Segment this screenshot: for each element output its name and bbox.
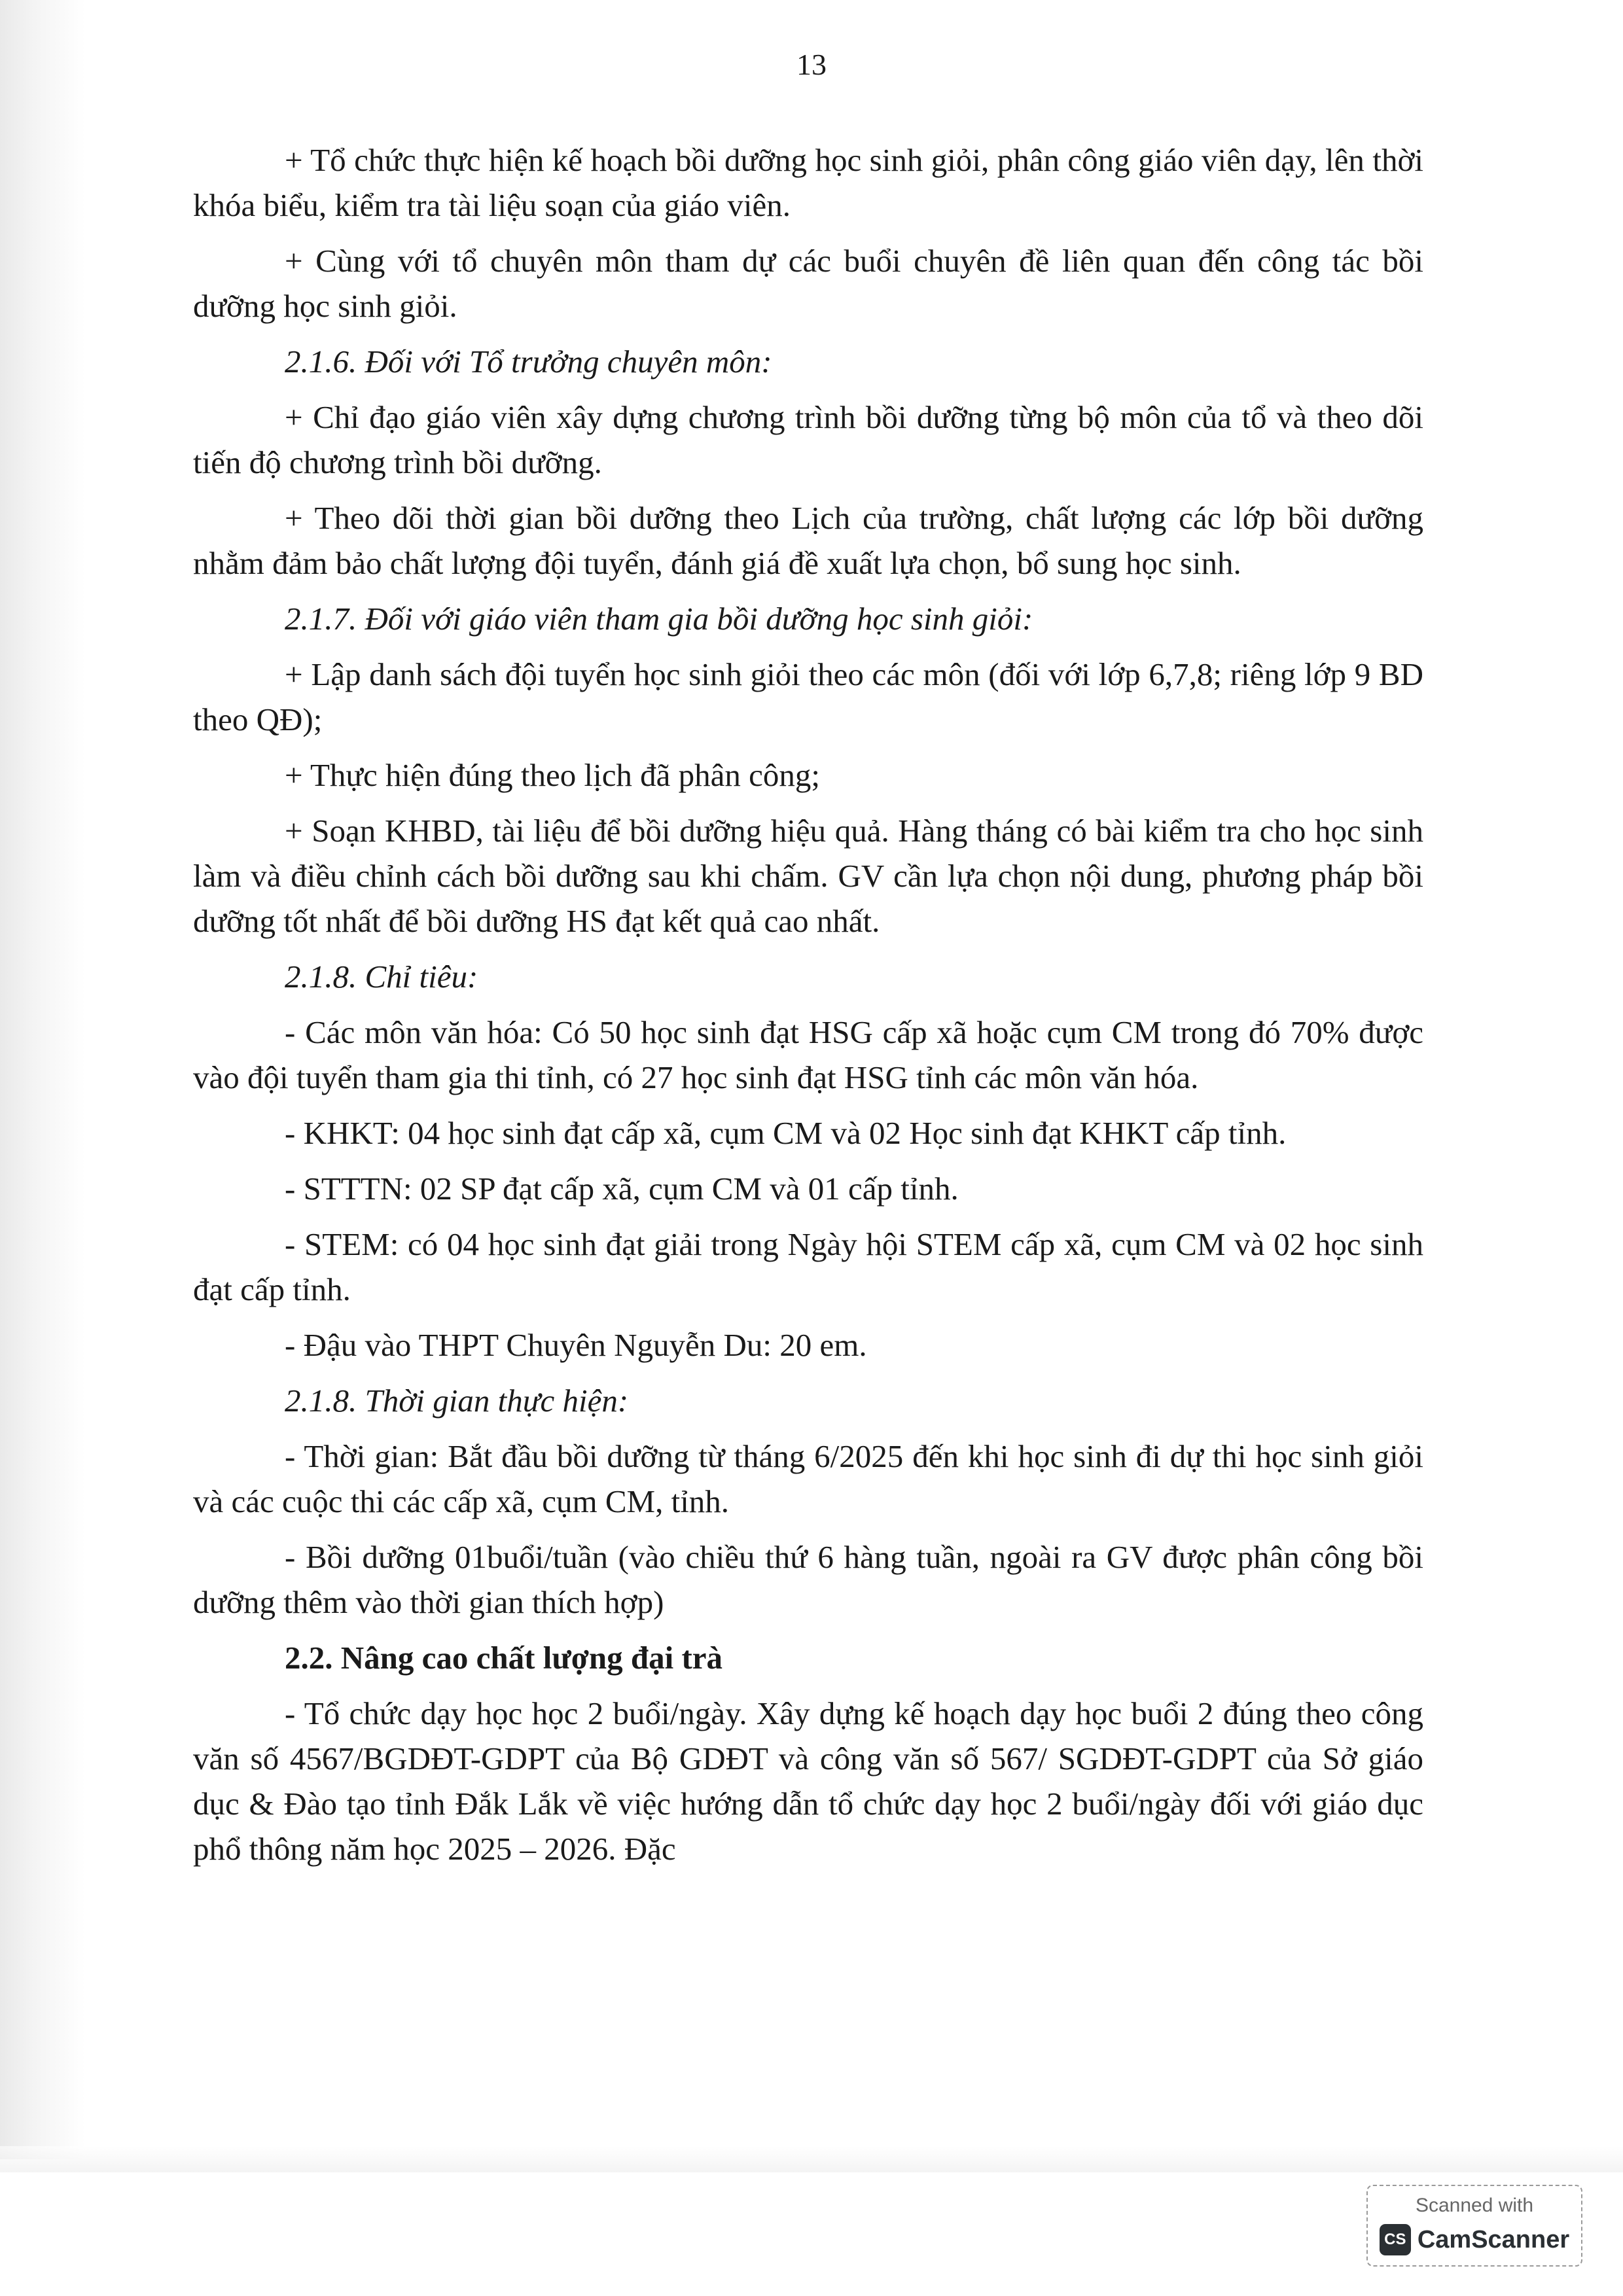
document-body: [193, 137, 1423, 1882]
scan-shadow-left: [0, 0, 85, 2159]
paragraph: - KHKT: 04 học sinh đạt cấp xã, cụm CM và 02 Học sinh đạt KHKT cấp tỉnh.: [285, 1115, 1287, 1151]
paragraph: - Các môn văn hóa: Có 50 học sinh đạt HSG cấp xã hoặc cụm CM trong đó 70% được vào đội tuyển tham gia thi tỉnh, có 27 học sinh đạt HSG tỉnh các môn văn hóa.: [193, 1014, 1423, 1095]
watermark-brand: CamScanner: [1417, 2225, 1570, 2253]
paragraph: - STTTN: 02 SP đạt cấp xã, cụm CM và 01 cấp tỉnh.: [285, 1171, 959, 1207]
camscanner-watermark: [1366, 2185, 1582, 2267]
paragraph: - Tổ chức dạy học học 2 buổi/ngày. Xây dựng kế hoạch dạy học buổi 2 đúng theo công văn số 4567/BGDĐT-GDPT của Bộ GDĐT và công văn số 567/ SGDĐT-GDPT của Sở giáo dục & Đào tạo tỉnh Đắk Lắk về việc hướng dẫn tổ chức dạy học 2 buổi/ngày đối với giáo dục phổ thông năm học 2025 – 2026. Đặc: [193, 1695, 1423, 1867]
paragraph: - Bồi dưỡng 01buổi/tuần (vào chiều thứ 6 hàng tuần, ngoài ra GV được phân công bồi dưỡng thêm vào thời gian thích hợp): [193, 1539, 1423, 1620]
section-heading: 2.1.7. Đối với giáo viên tham gia bồi dưỡng học sinh giỏi:: [285, 601, 1033, 637]
paragraph: + Theo dõi thời gian bồi dưỡng theo Lịch của trường, chất lượng các lớp bồi dưỡng nhằm đảm bảo chất lượng đội tuyển, đánh giá đề xuất lựa chọn, bổ sung học sinh.: [193, 500, 1423, 581]
paragraph: + Tổ chức thực hiện kế hoạch bồi dưỡng học sinh giỏi, phân công giáo viên dạy, lên thời khóa biểu, kiểm tra tài liệu soạn của giáo viên.: [193, 142, 1423, 223]
section-heading: 2.1.8. Chỉ tiêu:: [285, 959, 478, 995]
paragraph: + Chỉ đạo giáo viên xây dựng chương trình bồi dưỡng từng bộ môn của tổ và theo dõi tiến độ chương trình bồi dưỡng.: [193, 399, 1423, 480]
section-heading: 2.1.6. Đối với Tổ trưởng chuyên môn:: [285, 344, 772, 380]
paragraph: - Thời gian: Bắt đầu bồi dưỡng từ tháng 6/2025 đến khi học sinh đi dự thi học sinh giỏi và các cuộc thi các cấp xã, cụm CM, tỉnh.: [193, 1438, 1423, 1519]
watermark-brand-row: [1376, 2224, 1573, 2255]
scan-shadow-bottom: [0, 2146, 1623, 2172]
watermark-caption: Scanned with: [1415, 2195, 1534, 2216]
page-number: 13: [796, 48, 827, 81]
paragraph: - STEM: có 04 học sinh đạt giải trong Ngày hội STEM cấp xã, cụm CM và 02 học sinh đạt cấp tỉnh.: [193, 1226, 1423, 1307]
section-heading: 2.1.8. Thời gian thực hiện:: [285, 1383, 629, 1419]
section-heading-bold: 2.2. Nâng cao chất lượng đại trà: [285, 1640, 723, 1676]
paragraph: + Cùng với tổ chuyên môn tham dự các buổi chuyên đề liên quan đến công tác bồi dưỡng học sinh giỏi.: [193, 243, 1423, 324]
camscanner-logo-icon: CS: [1380, 2224, 1411, 2255]
paragraph: + Lập danh sách đội tuyển học sinh giỏi theo các môn (đối với lớp 6,7,8; riêng lớp 9 BD theo QĐ);: [193, 656, 1423, 737]
paragraph: - Đậu vào THPT Chuyên Nguyễn Du: 20 em.: [285, 1327, 867, 1363]
paragraph: + Soạn KHBD, tài liệu để bồi dưỡng hiệu quả. Hàng tháng có bài kiểm tra cho học sinh làm và điều chỉnh cách bồi dưỡng sau khi chấm. GV cần lựa chọn nội dung, phương pháp bồi dưỡng tốt nhất để bồi dưỡng HS đạt kết quả cao nhất.: [193, 813, 1423, 939]
paragraph: + Thực hiện đúng theo lịch đã phân công;: [285, 757, 821, 793]
